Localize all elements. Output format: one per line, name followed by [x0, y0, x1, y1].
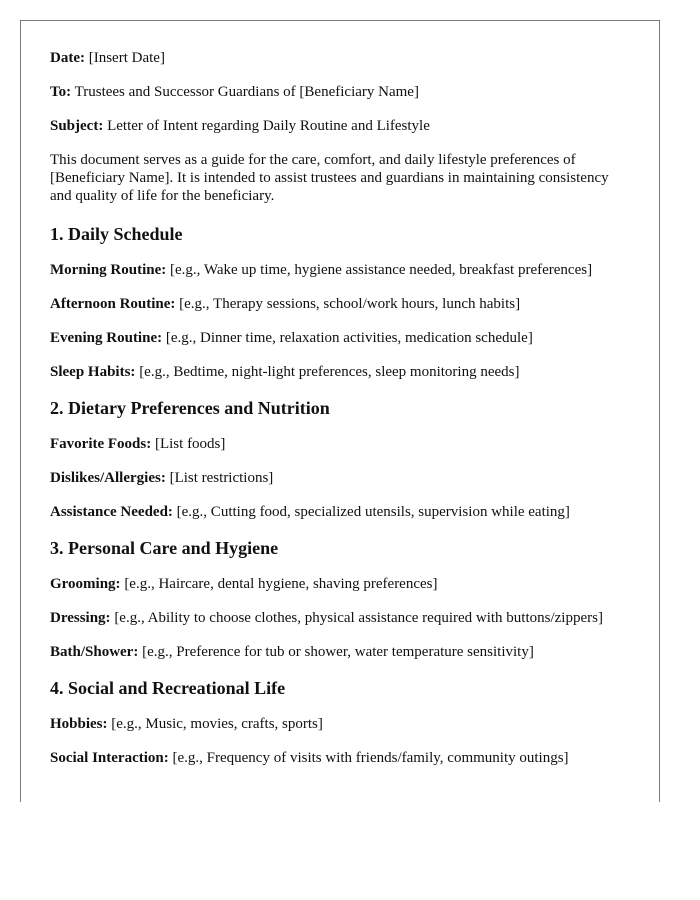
field-assistance-needed [50, 503, 630, 521]
field-label: Sleep Habits: [50, 364, 136, 380]
field-label: Evening Routine: [50, 330, 163, 346]
to-value: Trustees and Successor Guardians of [Beneficiary Name] [71, 84, 419, 100]
field-label: Afternoon Routine: [50, 296, 176, 312]
document-content [21, 21, 659, 767]
field-label: Bath/Shower: [50, 644, 139, 660]
date-label: Date: [50, 50, 85, 66]
field-hobbies [50, 715, 630, 733]
subject-label: Subject: [50, 118, 104, 134]
field-afternoon-routine [50, 295, 630, 313]
field-value: [e.g., Music, movies, crafts, sports] [107, 716, 323, 732]
to-label: To: [50, 84, 72, 100]
field-value: [e.g., Ability to choose clothes, physical assistance required with buttons/zippers] [110, 610, 603, 626]
field-evening-routine [50, 329, 630, 347]
date-line [50, 49, 630, 67]
section-title: 2. Dietary Preferences and Nutrition [50, 398, 330, 418]
section-title: 3. Personal Care and Hygiene [50, 538, 279, 558]
field-label: Hobbies: [50, 716, 108, 732]
document-page [20, 20, 660, 802]
field-value: [e.g., Dinner time, relaxation activities, medication schedule] [162, 330, 533, 346]
date-value: [Insert Date] [84, 50, 165, 66]
section-title: 1. Daily Schedule [50, 224, 183, 244]
field-value: [List restrictions] [165, 470, 274, 486]
field-value: [List foods] [151, 436, 226, 452]
subject-value: Letter of Intent regarding Daily Routine and Lifestyle [103, 118, 430, 134]
section-dietary-preferences [50, 397, 630, 521]
section-title: 4. Social and Recreational Life [50, 678, 286, 698]
section-personal-care [50, 537, 630, 661]
field-social-interaction [50, 749, 630, 767]
field-value: [e.g., Preference for tub or shower, water temperature sensitivity] [138, 644, 534, 660]
section-daily-schedule [50, 223, 630, 381]
field-value: [e.g., Cutting food, specialized utensils, supervision while eating] [172, 504, 570, 520]
field-bath-shower [50, 643, 630, 661]
field-label: Social Interaction: [50, 750, 169, 766]
field-value: [e.g., Haircare, dental hygiene, shaving preferences] [120, 576, 438, 592]
subject-line [50, 117, 630, 135]
intro-paragraph: This document serves as a guide for the care, comfort, and daily lifestyle preferences of [Beneficiary Name]. It is intended to assist trustees and guardians in maintaining consistency and quality of life for the beneficiary. [50, 152, 609, 204]
field-value: [e.g., Therapy sessions, school/work hours, lunch habits] [175, 296, 521, 312]
field-favorite-foods [50, 435, 630, 453]
field-grooming [50, 575, 630, 593]
field-label: Grooming: [50, 576, 121, 592]
field-morning-routine [50, 261, 630, 279]
field-label: Favorite Foods: [50, 436, 152, 452]
field-label: Morning Routine: [50, 262, 167, 278]
field-dressing [50, 609, 630, 627]
field-value: [e.g., Bedtime, night-light preferences, sleep monitoring needs] [135, 364, 520, 380]
field-value: [e.g., Wake up time, hygiene assistance needed, breakfast preferences] [166, 262, 593, 278]
field-dislikes-allergies [50, 469, 630, 487]
section-social-recreational [50, 677, 630, 767]
field-sleep-habits [50, 363, 630, 381]
field-label: Dislikes/Allergies: [50, 470, 166, 486]
to-line [50, 83, 630, 101]
field-value: [e.g., Frequency of visits with friends/family, community outings] [168, 750, 569, 766]
field-label: Assistance Needed: [50, 504, 173, 520]
field-label: Dressing: [50, 610, 111, 626]
